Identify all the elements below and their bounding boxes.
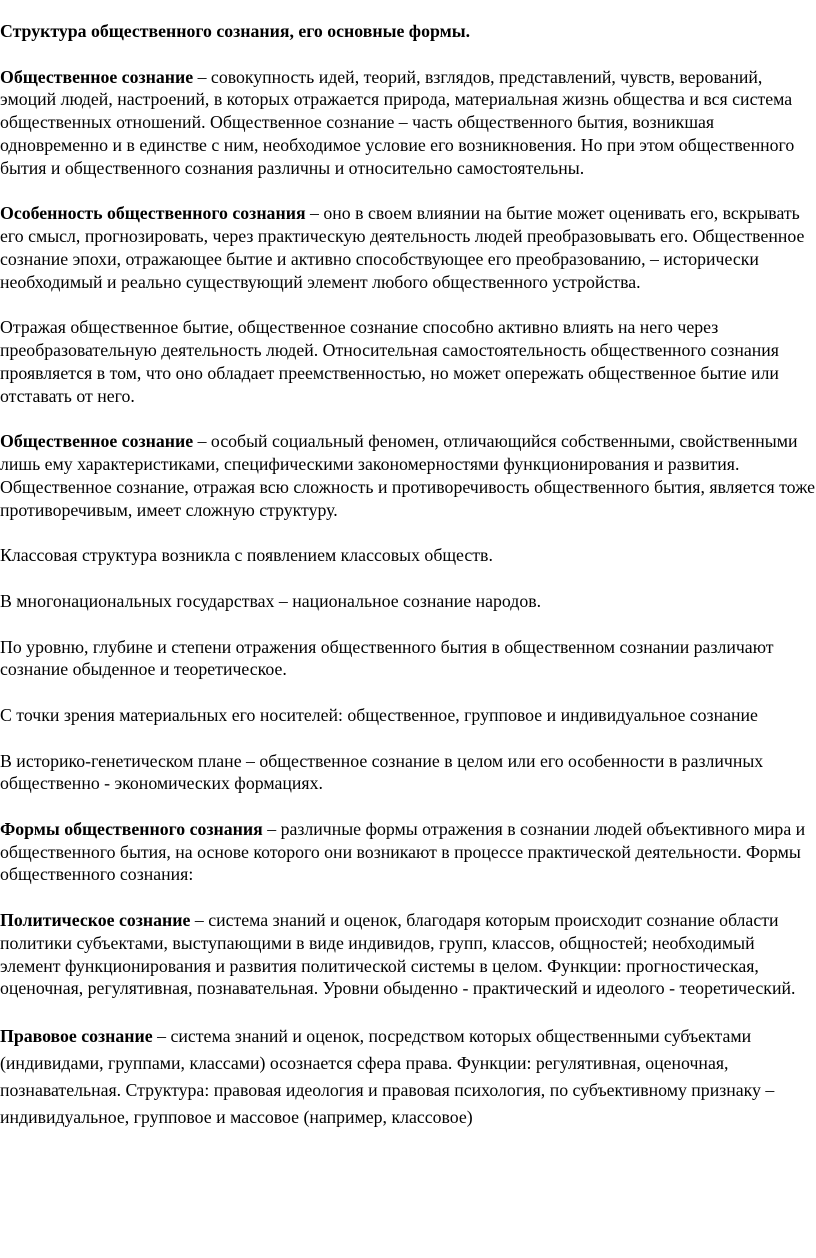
paragraph-class-structure: Классовая структура возникла с появлением классовых обществ.: [0, 545, 493, 566]
document-title: Структура общественного сознания, его основные формы.: [0, 21, 471, 41]
paragraph-legal-consciousness: [0, 1023, 816, 1131]
paragraph-social-consciousness-definition: [0, 66, 816, 180]
term-legal-consciousness: Правовое сознание: [0, 1026, 153, 1047]
paragraph-text: – система знаний и оценок, благодаря которым происходит сознание области политики субъектами, выступающими в виде индивидов, групп, классов, общностей; необходимый элемент функционирования и развития политической системы в целом. Функции: прогностическая, оценочная, регулятивная, познавательная. Уровни обыденно - практический и идеолого - теоретический.: [0, 910, 796, 999]
paragraph-historical-genetic: В историко-генетическом плане – общественное сознание в целом или его особенности в различных общественно - экономических формациях.: [0, 750, 764, 794]
term-social-consciousness: Общественное сознание: [0, 431, 194, 452]
paragraph-text: – особый социальный феномен, отличающийся собственными, свойственными лишь ему характеристиками, специфическими закономерностями функционирования и развития. Общественное сознание, отражая всю сложность и противоречивость общественного бытия, является тоже противоречивым, имеет сложную структуру.: [0, 431, 816, 520]
paragraph-national-consciousness: В многонациональных государствах – национальное сознание народов.: [0, 590, 542, 611]
paragraph-social-consciousness-feature: [0, 202, 816, 293]
paragraph-text: – система знаний и оценок, посредством которых общественными субъектами (индивидами, группами, классами) осознается сфера права. Функции: регулятивная, оценочная, познавательная. Структура: правовая идеология и правовая психология, по субъективному признаку – индивидуальное, групповое и массовое (например, классовое): [0, 1026, 775, 1128]
paragraph-levels-of-reflection: По уровню, глубине и степени отражения общественного бытия в общественном сознании различают сознание обыденное и теоретическое.: [0, 636, 774, 680]
paragraph-social-phenomenon: [0, 430, 816, 521]
paragraph-text: – совокупность идей, теорий, взглядов, представлений, чувств, верований, эмоций людей, настроений, в которых отражается природа, материальная жизнь общества и вся система общественных отношений. Общественное сознание – часть общественного бытия, возникшая одновременно и в единстве с ним, необходимое условие его возникновения. Но при этом общественного бытия и общественного сознания различны и относительно самостоятельны.: [0, 66, 795, 178]
paragraph-forms-of-consciousness: [0, 818, 816, 886]
term-forms-of-social-consciousness: Формы общественного сознания: [0, 818, 263, 839]
term-social-consciousness: Общественное сознание: [0, 66, 194, 87]
document-page: [0, 20, 816, 1154]
paragraph-reflection-of-being: Отражая общественное бытие, общественное сознание способно активно влиять на него через преобразовательную деятельность людей. Относительная самостоятельность общественного сознания проявляется в том, что оно обладает преемственностью, но может опережать общественное бытие или отставать от него.: [0, 317, 779, 406]
paragraph-text: – различные формы отражения в сознании людей объективного мира и общественного бытия, на основе которого они возникают в процессе практической деятельности. Формы общественного сознания:: [0, 818, 806, 885]
term-feature-of-social-consciousness: Особенность общественного сознания: [0, 203, 306, 224]
paragraph-material-carriers: С точки зрения материальных его носителей: общественное, групповое и индивидуальное сознание: [0, 704, 758, 725]
paragraph-political-consciousness: [0, 909, 816, 1000]
term-political-consciousness: Политическое сознание: [0, 910, 191, 931]
paragraph-text: – оно в своем влиянии на бытие может оценивать его, вскрывать его смысл, прогнозировать, через практическую деятельность людей преобразовывать его. Общественное сознание эпохи, отражающее бытие и активно способствующее его преобразованию, – исторически необходимый и реально существующий элемент любого общественного устройства.: [0, 203, 805, 292]
